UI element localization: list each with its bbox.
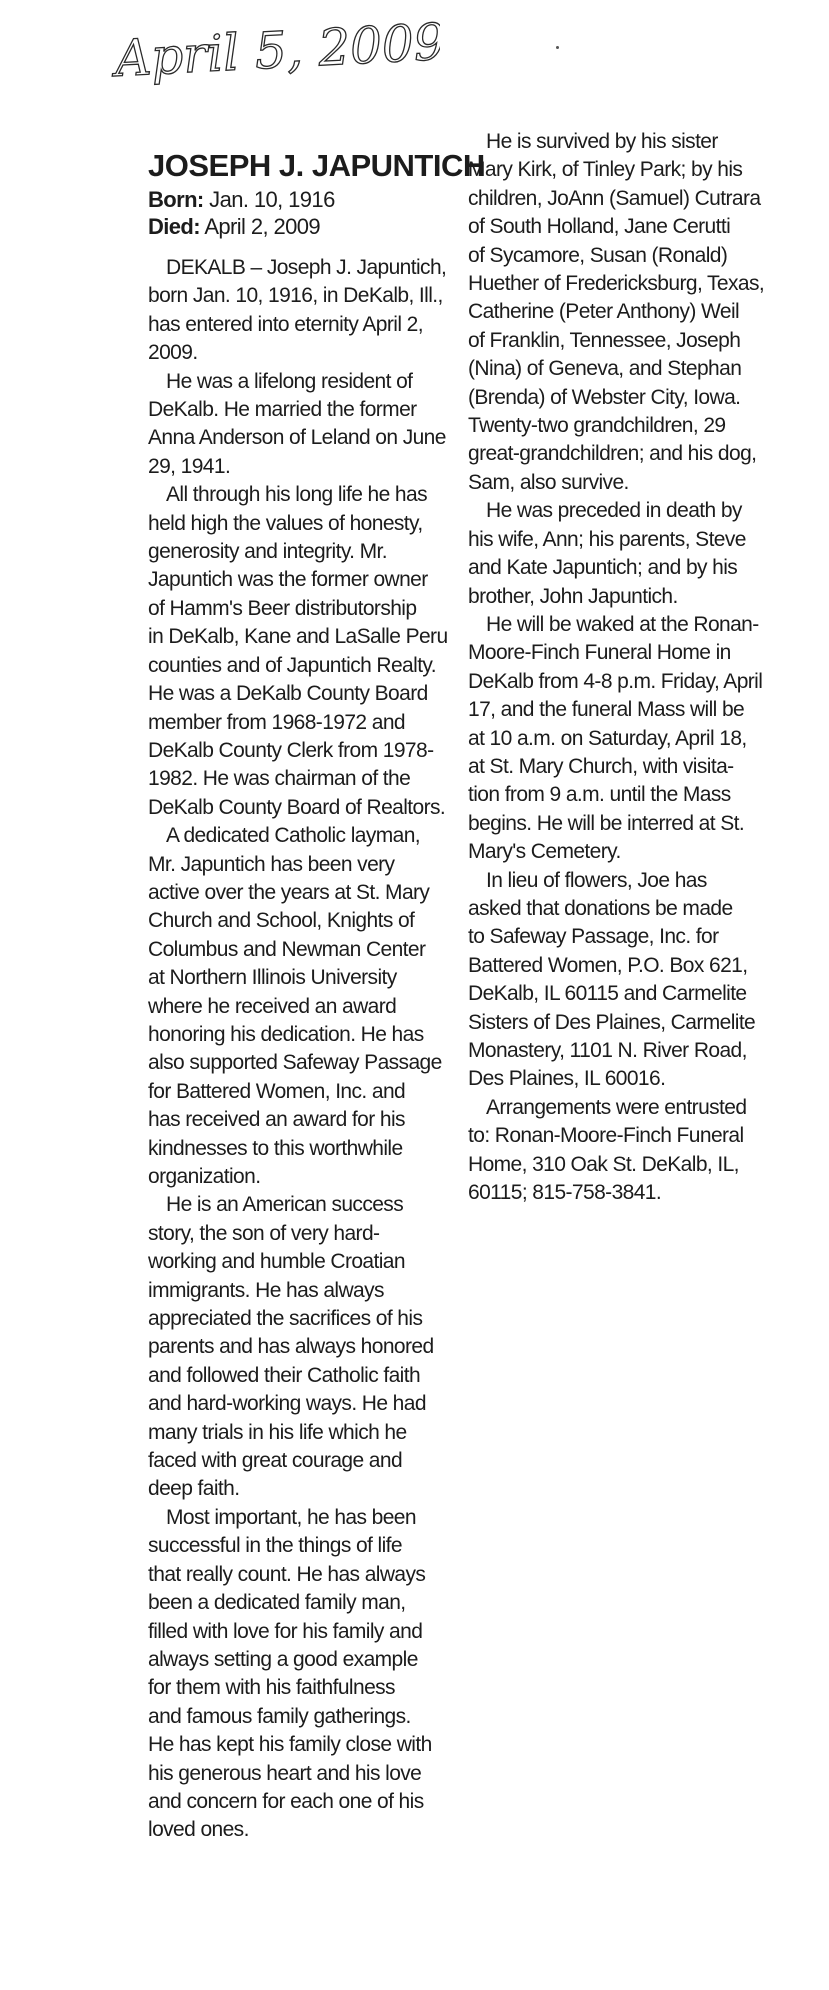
paragraph-line: Home, 310 Oak St. DeKalb, IL, — [468, 1152, 739, 1176]
paragraph-line: at 10 a.m. on Saturday, April 18, — [468, 726, 747, 750]
paragraph-line: faced with great courage and — [148, 1449, 403, 1473]
paragraph-line: Sam, also survive. — [468, 470, 629, 494]
paragraph-line: Battered Women, P.O. Box 621, — [468, 953, 748, 977]
paragraph-line: He is an American success — [166, 1193, 404, 1217]
paragraph-line: active over the years at St. Mary — [148, 880, 430, 904]
paragraph-line: born Jan. 10, 1916, in DeKalb, Ill., — [148, 284, 443, 308]
paragraph-line: DeKalb from 4-8 p.m. Friday, April — [468, 669, 763, 693]
paragraph-line: children, JoAnn (Samuel) Cutrara — [468, 186, 761, 210]
paragraph-line: organization. — [148, 1165, 261, 1188]
scan-speck — [556, 46, 559, 49]
paragraph-line: 17, and the funeral Mass will be — [468, 698, 745, 722]
paragraph-line: He was preceded in death by — [486, 499, 742, 523]
paragraph-line: that really count. He has always — [148, 1562, 426, 1586]
paragraph-line: always setting a good example — [148, 1647, 418, 1671]
paragraph-line: in DeKalb, Kane and LaSalle Peru — [148, 625, 448, 649]
obituary-paragraph — [148, 822, 470, 1191]
paragraph-line: DeKalb, IL 60115 and Carmelite — [468, 982, 747, 1006]
paragraph-line: working and humble Croatian — [148, 1250, 405, 1274]
paragraph-line: He was a DeKalb County Board — [148, 682, 428, 706]
obituary-paragraph — [148, 481, 470, 822]
paragraph-line: Columbus and Newman Center — [148, 937, 426, 961]
paragraph-line: Mr. Japuntich has been very — [148, 852, 395, 876]
paragraph-line: and concern for each one of his — [148, 1789, 424, 1813]
died-label: Died: — [148, 214, 201, 239]
paragraph-line: Twenty-two grandchildren, 29 — [468, 414, 726, 438]
paragraph-line: appreciated the sacrifices of his — [148, 1307, 423, 1331]
paragraph-line: A dedicated Catholic layman, — [166, 824, 421, 848]
paragraph-line: also supported Safeway Passage — [148, 1051, 442, 1075]
paragraph-line: and famous family gatherings. — [148, 1704, 411, 1728]
paragraph-line: asked that donations be made — [468, 896, 733, 920]
paragraph-line: 2009. — [148, 341, 198, 365]
obituary-paragraph — [148, 368, 470, 482]
paragraph-line: loved ones. — [148, 1818, 249, 1842]
paragraph-line: and Kate Japuntich; and by his — [468, 556, 738, 580]
paragraph-line: 1982. He was chairman of the — [148, 767, 411, 791]
born-label: Born: — [148, 187, 204, 212]
obituary-left-body — [148, 254, 470, 1845]
paragraph-line: All through his long life he has — [166, 483, 427, 507]
paragraph-line: immigrants. He has always — [148, 1278, 384, 1302]
paragraph-line: counties and of Japuntich Realty. — [148, 653, 437, 677]
paragraph-line: held high the values of honesty, — [148, 511, 423, 535]
paragraph-line: He will be waked at the Ronan- — [486, 612, 759, 636]
paragraph-line: at Northern Illinois University — [148, 966, 397, 990]
paragraph-line: and followed their Catholic faith — [148, 1363, 421, 1387]
paragraph-line: kindnesses to this worthwhile — [148, 1136, 403, 1160]
paragraph-line: of Hamm's Beer distributorship — [148, 596, 417, 620]
paragraph-line: deep faith. — [148, 1477, 240, 1501]
paragraph-line: Moore-Finch Funeral Home in — [468, 641, 731, 665]
paragraph-line: his wife, Ann; his parents, Steve — [468, 527, 746, 551]
paragraph-line: In lieu of flowers, Joe has — [486, 868, 707, 892]
born-line — [148, 186, 470, 213]
paragraph-line: DEKALB – Joseph J. Japuntich, — [166, 256, 447, 279]
handwritten-date — [110, 18, 440, 98]
paragraph-line: He is survived by his sister — [486, 130, 718, 153]
paragraph-line: Monastery, 1101 N. River Road, — [468, 1039, 747, 1062]
paragraph-line: been a dedicated family man, — [148, 1591, 406, 1615]
paragraph-line: to: Ronan-Moore-Finch Funeral — [468, 1124, 744, 1148]
obituary-name: JOSEPH J. JAPUNTICH — [148, 148, 485, 183]
paragraph-line: and hard-working ways. He had — [148, 1392, 426, 1416]
paragraph-line: many trials in his life which he — [148, 1420, 407, 1444]
paragraph-line: 60115; 815-758-3841. — [468, 1181, 662, 1205]
paragraph-line: DeKalb. He married the former — [148, 398, 417, 422]
paragraph-line: great-grandchildren; and his dog, — [468, 442, 757, 466]
paragraph-line: tion from 9 a.m. until the Mass — [468, 783, 731, 807]
obituary-right-body — [468, 128, 798, 1207]
paragraph-line: Most important, he has been — [166, 1505, 416, 1529]
paragraph-line: has received an award for his — [148, 1108, 405, 1132]
paragraph-line: at St. Mary Church, with visita- — [468, 754, 734, 778]
paragraph-line: 29, 1941. — [148, 454, 231, 478]
obituary-right-column — [468, 128, 798, 1207]
obituary-paragraph — [148, 254, 470, 368]
paragraph-line: where he received an award — [148, 994, 397, 1018]
obituary-paragraph — [468, 867, 798, 1094]
paragraph-line: his generous heart and his love — [148, 1761, 422, 1785]
paragraph-line: parents and has always honored — [148, 1335, 434, 1359]
paragraph-line: Japuntich was the former owner — [148, 568, 428, 592]
paragraph-line: begins. He will be interred at St. — [468, 811, 745, 835]
paragraph-line: Sisters of Des Plaines, Carmelite — [468, 1010, 756, 1034]
paragraph-line: successful in the things of life — [148, 1534, 402, 1558]
paragraph-line: DeKalb County Board of Realtors. — [148, 795, 446, 819]
paragraph-line: Mary Kirk, of Tinley Park; by his — [468, 158, 743, 182]
paragraph-line: member from 1968-1972 and — [148, 710, 405, 734]
paragraph-line: Anna Anderson of Leland on June — [148, 426, 446, 450]
handwritten-date-svg — [110, 18, 440, 98]
died-line — [148, 213, 470, 240]
obituary-left-column — [148, 148, 485, 1845]
paragraph-line: brother, John Japuntich. — [468, 584, 678, 608]
paragraph-line: filled with love for his family and — [148, 1619, 423, 1643]
paragraph-line: to Safeway Passage, Inc. for — [468, 925, 719, 949]
died-value: April 2, 2009 — [200, 214, 321, 239]
paragraph-line: story, the son of very hard- — [148, 1221, 380, 1245]
paragraph-line: Arrangements were entrusted — [486, 1095, 747, 1119]
obituary-paragraph — [468, 1094, 798, 1208]
paragraph-line: (Brenda) of Webster City, Iowa. — [468, 385, 741, 409]
paragraph-line: honoring his dedication. He has — [148, 1022, 424, 1046]
paragraph-line: Mary's Cemetery. — [468, 840, 621, 864]
paragraph-line: He was a lifelong resident of — [166, 369, 413, 393]
paragraph-line: for Battered Women, Inc. and — [148, 1079, 406, 1103]
obituary-paragraph — [468, 611, 798, 867]
paragraph-line: Church and School, Knights of — [148, 909, 415, 933]
obituary-paragraph — [148, 1504, 470, 1845]
paragraph-line: Des Plaines, IL 60016. — [468, 1067, 666, 1091]
paragraph-line: of Sycamore, Susan (Ronald) — [468, 243, 728, 267]
paragraph-line: (Nina) of Geneva, and Stephan — [468, 357, 742, 381]
paragraph-line: of Franklin, Tennessee, Joseph — [468, 328, 741, 352]
handwritten-date-text: April 5, 2009 — [113, 18, 440, 88]
obituary-paragraph — [468, 128, 798, 497]
paragraph-line: has entered into eternity April 2, — [148, 312, 423, 336]
paragraph-line: Huether of Fredericksburg, Texas, — [468, 272, 765, 296]
paragraph-line: DeKalb County Clerk from 1978- — [148, 738, 434, 762]
paragraph-line: generosity and integrity. Mr. — [148, 540, 387, 564]
paragraph-line: Catherine (Peter Anthony) Weil — [468, 300, 740, 324]
paragraph-line: for them with his faithfulness — [148, 1676, 395, 1700]
paragraph-line: of South Holland, Jane Cerutti — [468, 215, 731, 239]
obituary-paragraph — [148, 1191, 470, 1503]
paragraph-line: He has kept his family close with — [148, 1733, 432, 1757]
obituary-paragraph — [468, 497, 798, 611]
born-value: Jan. 10, 1916 — [203, 187, 335, 212]
obituary-vitals — [148, 186, 470, 240]
